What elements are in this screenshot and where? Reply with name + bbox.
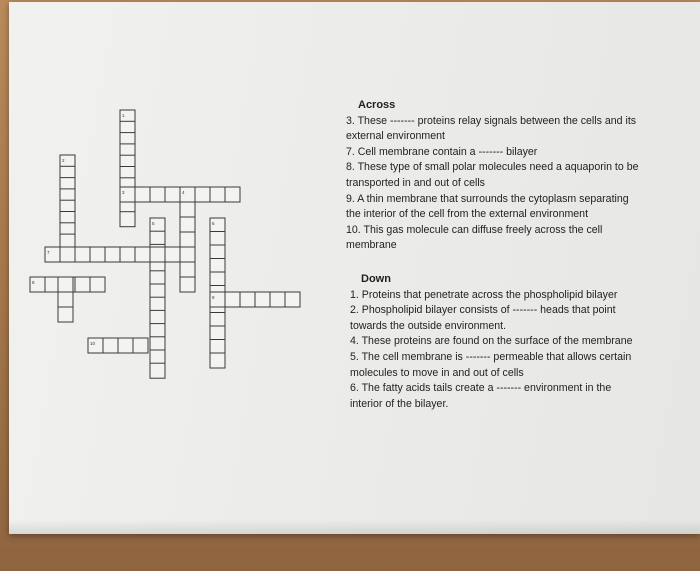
across-clue-9-line-2: the interior of the cell from the external environment — [346, 208, 589, 221]
across-clue-9-line-1: 9. A thin membrane that surrounds the cytoplasm separating — [346, 192, 629, 205]
crossword-cell[interactable] — [118, 338, 133, 353]
across-clue-10-line-1: 10. This gas molecule can diffuse freely across the cell — [346, 223, 603, 236]
down-clue-4: 4. These proteins are found on the surface of the membrane — [350, 335, 633, 348]
across-clue-8-line-2: transported in and out of cells — [346, 176, 485, 189]
down-clue-2-line-2: towards the outside environment. — [350, 319, 507, 332]
grid-number-1: 1 — [122, 113, 125, 118]
across-clue-3-line-2: external environment — [346, 130, 445, 143]
down-clue-2-line-1: 2. Phospholipid bilayer consists of ------- heads that point — [350, 304, 616, 317]
crossword-cell[interactable] — [90, 247, 105, 262]
crossword-cell[interactable] — [90, 277, 105, 292]
crossword-cell[interactable] — [195, 187, 210, 202]
crossword-cell[interactable] — [133, 338, 148, 353]
crossword-cell[interactable] — [210, 232, 225, 247]
across-clue-10-line-2: membrane — [346, 239, 397, 252]
crossword-cell[interactable] — [255, 292, 270, 307]
crossword-cell[interactable] — [58, 292, 73, 307]
crossword-cell[interactable] — [225, 187, 240, 202]
crossword-cell[interactable] — [180, 262, 195, 277]
crossword-cell[interactable] — [210, 272, 225, 287]
down-clue-5-line-2: molecules to move in and out of cells — [350, 366, 524, 379]
grid-number-3: 3 — [122, 190, 125, 195]
grid-number-5: 5 — [152, 221, 155, 226]
across-clues — [346, 98, 686, 254]
crossword-cell[interactable] — [180, 277, 195, 292]
across-clue-7: 7. Cell membrane contain a ------- bilayer — [346, 145, 538, 158]
crossword-cell[interactable] — [180, 202, 195, 217]
crossword-cell[interactable] — [150, 187, 165, 202]
grid-cells — [30, 110, 300, 378]
crossword-cell[interactable] — [120, 212, 135, 227]
crossword-cell[interactable] — [165, 187, 180, 202]
down-clue-1: 1. Proteins that penetrate across the phospholipid bilayer — [350, 288, 618, 301]
crossword-cell[interactable] — [150, 247, 165, 262]
across-clue-8-line-1: 8. These type of small polar molecules need a aquaporin to be — [346, 161, 639, 174]
crossword-cell[interactable] — [240, 292, 255, 307]
grid-number-2: 2 — [62, 158, 65, 163]
down-clue-6-line-2: interior of the bilayer. — [350, 397, 449, 410]
crossword-cell[interactable] — [58, 277, 73, 292]
crossword-cell[interactable] — [60, 247, 75, 262]
crossword-cell[interactable] — [180, 247, 195, 262]
crossword-cell[interactable] — [150, 363, 165, 378]
grid-number-9: 9 — [212, 295, 215, 300]
crossword-cell[interactable] — [225, 292, 240, 307]
crossword-cell[interactable] — [210, 259, 225, 274]
crossword-cell[interactable] — [75, 247, 90, 262]
crossword-cell[interactable] — [165, 247, 180, 262]
crossword-cell[interactable] — [105, 247, 120, 262]
across-clue-3-line-1: 3. These ------- proteins relay signals between the cells and its — [346, 114, 637, 127]
crossword-cell[interactable] — [210, 245, 225, 260]
crossword-cell[interactable] — [135, 247, 150, 262]
grid-number-10: 10 — [90, 341, 96, 346]
crossword-cell[interactable] — [210, 313, 225, 328]
crossword-cell[interactable] — [120, 247, 135, 262]
crossword-cell[interactable] — [180, 217, 195, 232]
crossword-cell[interactable] — [210, 187, 225, 202]
grid-number-6: 6 — [212, 221, 215, 226]
crossword-cell[interactable] — [210, 353, 225, 368]
crossword-cell[interactable] — [210, 326, 225, 341]
crossword-cell[interactable] — [210, 340, 225, 355]
grid-number-4: 4 — [182, 190, 185, 195]
down-clue-6-line-1: 6. The fatty acids tails create a ------- environment in the — [350, 382, 612, 395]
crossword-cell[interactable] — [270, 292, 285, 307]
grid-number-8: 8 — [32, 280, 35, 285]
crossword-cell[interactable] — [75, 277, 90, 292]
crossword-cell[interactable] — [180, 232, 195, 247]
crossword-cell[interactable] — [103, 338, 118, 353]
crossword-cell[interactable] — [135, 187, 150, 202]
crossword-cell[interactable] — [58, 307, 73, 322]
across-heading: Across — [358, 99, 396, 111]
down-heading: Down — [361, 273, 391, 285]
grid-number-7: 7 — [47, 250, 50, 255]
down-clue-5-line-1: 5. The cell membrane is ------- permeable that allows certain — [350, 350, 632, 363]
down-clues — [350, 272, 690, 412]
crossword-cell[interactable] — [285, 292, 300, 307]
